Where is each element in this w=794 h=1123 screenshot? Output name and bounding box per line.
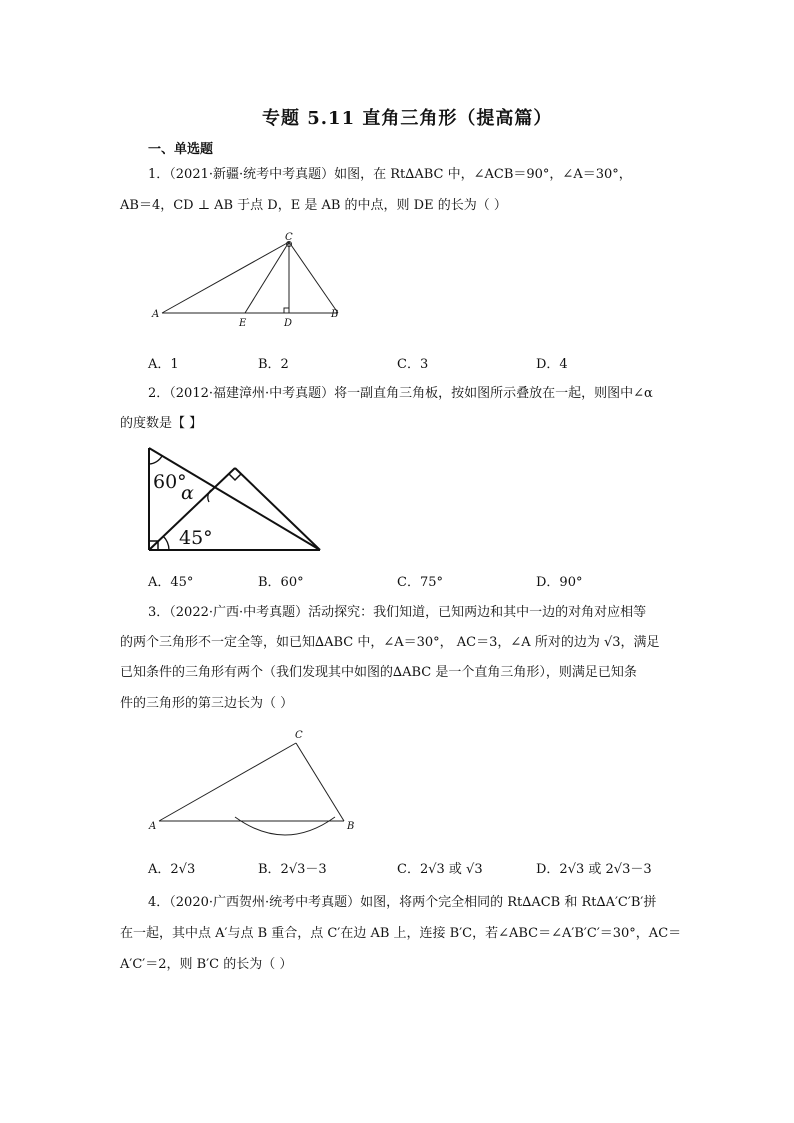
q2-arc-45 [163,536,169,550]
q3-label-b: B [347,821,355,832]
q2-label-60: 60° [153,471,187,493]
q1-line2: AB＝4，CD ⊥ AB 于点 D，E 是 AB 的中点，则 DE 的长为（ ） [120,198,507,213]
section-heading: 一、单选题 [148,142,214,157]
q1-segment-ac [162,242,289,313]
q3-line1: 3．（2022·广西·中考真题）活动探究：我们知道，已知两边和其中一边的对角对应相等 [148,605,647,620]
q1-label-b: B [331,309,339,320]
q3-line4: 件的三角形的第三边长为（ ） [120,696,294,711]
q2-leg-45-b [235,468,320,550]
q1-right-angle-mark [284,308,289,313]
q1-label-c: C [285,232,293,243]
q3-label-c: C [295,730,303,741]
q3-arc [235,817,335,835]
q1-label-a: A [152,309,160,320]
q3-figure [145,725,365,840]
q4-line3: A′C′＝2，则 B′C 的长为（ ） [120,957,293,972]
q3-option-a: A．2√3 [148,862,196,877]
q3-option-b: B．2√3－3 [258,862,327,877]
q3-segment-ac [159,743,296,821]
q1-option-d: D．4 [536,357,568,372]
q2-option-d: D．90° [536,575,583,590]
q2-line1: 2．（2012·福建漳州·中考真题）将一副直角三角板，按如图所示叠放在一起，则图中∠α [148,386,653,401]
q3-line3: 已知条件的三角形有两个（我们发现其中如图的∆ABC 是一个直角三角形），则满足已知条 [120,665,637,680]
q1-figure [150,230,350,330]
q1-option-c: C．3 [397,357,429,372]
q1-line1: 1．（2021·新疆·统考中考真题）如图，在 Rt∆ABC 中，∠ACB＝90°，∠A＝30°， [148,167,632,182]
q2-option-c: C．75° [397,575,443,590]
q4-line2: 在一起，其中点 A′与点 B 重合，点 C′在边 AB 上，连接 B′C，若∠ABC＝∠A′B′C′＝30°，AC＝ [120,926,682,941]
q3-label-a: A [149,821,157,832]
q1-label-d: D [284,318,293,329]
q2-line2: 的度数是【 】 [120,416,203,431]
q2-arc-60 [149,456,162,464]
q1-option-b: B．2 [258,357,289,372]
q2-hypotenuse-30-60 [149,448,320,550]
page-title: 专题 5.11 直角三角形（提高篇） [262,108,553,129]
q2-option-b: B．60° [258,575,304,590]
q1-option-a: A．1 [148,357,179,372]
q3-option-d: D．2√3 或 2√3－3 [536,862,652,877]
q2-right-angle-mark-top [229,474,241,480]
q3-segment-bc [296,743,344,821]
q2-label-45: 45° [179,527,213,549]
q2-option-a: A．45° [148,575,194,590]
q4-line1: 4．（2020·广西贺州·统考中考真题）如图，将两个完全相同的 Rt∆ACB 和 Rt∆A′C′B′拼 [148,895,657,910]
q3-option-c: C．2√3 或 √3 [397,862,483,877]
q1-segment-bc [289,242,338,313]
q3-line2: 的两个三角形不一定全等，如已知∆ABC 中，∠A＝30°， AC＝3，∠A 所对的边为 √3，满足 [120,635,660,650]
q2-label-alpha: α [181,482,194,504]
q1-segment-ce [245,242,289,313]
q1-label-e: E [239,318,247,329]
q2-figure [145,444,325,554]
